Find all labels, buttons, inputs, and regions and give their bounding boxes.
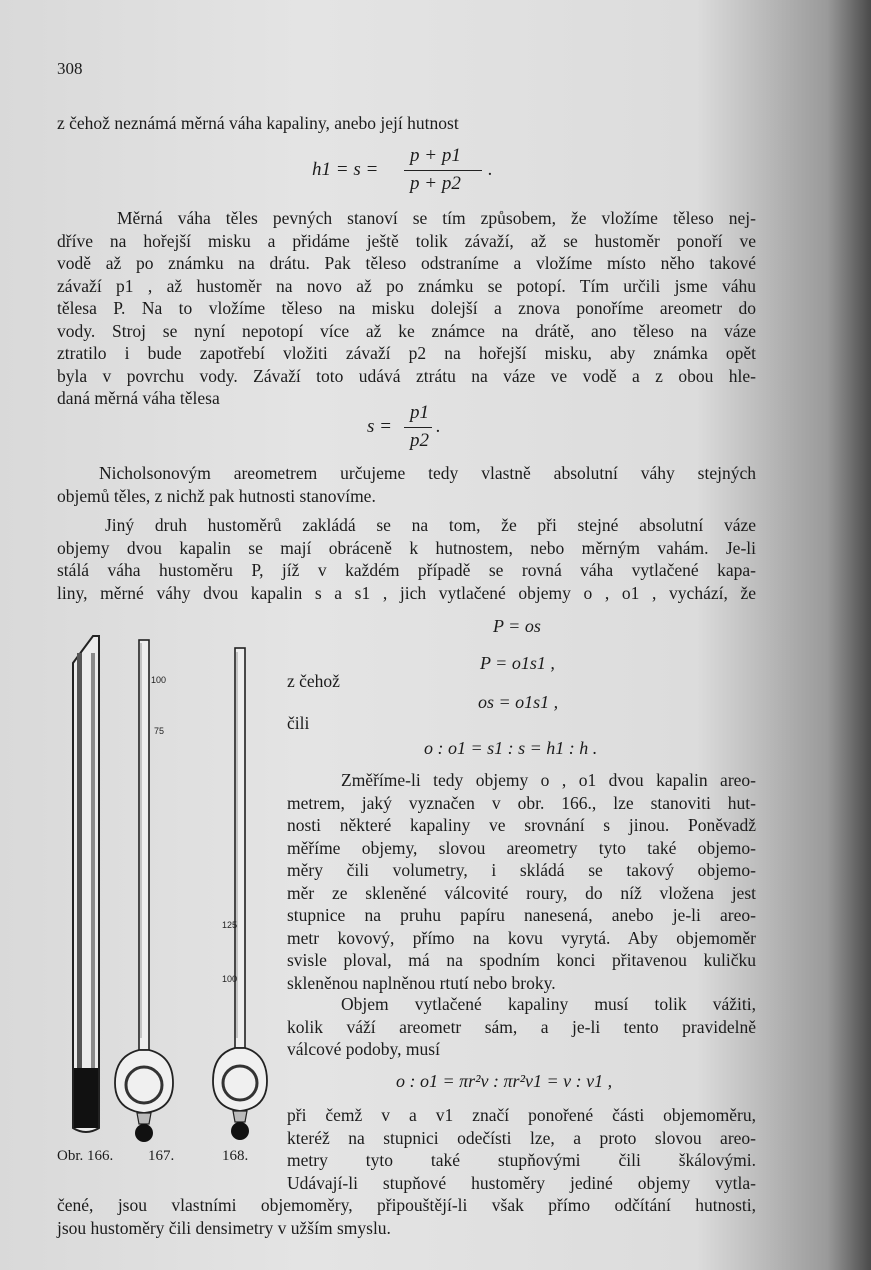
text-line: závaží p1 , až hustoměr na novo až po známku se potopí. Tím určili jsme váhu — [57, 275, 756, 296]
text-line: byla v povrchu vody. Závaží toto udává ztrátu na váze ve vodě a z obou hle- — [57, 365, 756, 386]
text-line: liny, měrné váhy dvou kapalin s a s1 , jich vytlačené objemy o , o1 , vychází, že — [57, 582, 756, 603]
formula2-lhs: s = — [367, 416, 392, 437]
text-line: ztratilo i bude zapotřebí vložiti závaží p2 na hořejší misku, aby známka opět — [57, 343, 756, 363]
formula2-end: . — [436, 416, 441, 437]
text-line: válcové podoby, musí — [287, 1039, 440, 1059]
formula1-numerator: p + p1 — [410, 145, 461, 166]
text-line: Nicholsonovým areometrem určujeme tedy vlastně absolutní váhy stejných — [99, 463, 756, 483]
equation-label-z-cehoz: z čehož — [287, 671, 340, 691]
page-number: 308 — [57, 59, 83, 78]
volumeter-tube-icon — [73, 636, 99, 1132]
figure-hydrometers — [55, 628, 275, 1168]
formula1-end: . — [488, 159, 493, 180]
equation-label-cili: čili — [287, 713, 310, 733]
fraction-bar — [404, 427, 432, 428]
text-line: čené, jsou vlastními objemoměry, připouštějí-li však přímo odčítání hutnosti, — [57, 1195, 756, 1215]
text-line: vodě až po známku na drátu. Pak těleso odstraníme a vložíme místo něho takové — [57, 253, 756, 273]
text-line: kolik váží areometr sám, a je-li tento pravidelně — [287, 1016, 756, 1037]
scale-label: 100 — [151, 675, 167, 685]
text-line: nosti některé kapaliny ve srovnání s jinou. Poněvadž — [287, 815, 756, 835]
paragraph-6-bottom — [57, 1194, 756, 1239]
text-line: při čemž v a v1 značí ponořené části objemoměru, — [287, 1105, 756, 1125]
paragraph-5 — [287, 993, 756, 1061]
paragraph-1 — [57, 207, 756, 410]
caption-166: Obr. 166. — [57, 1148, 114, 1164]
equation-3: os = o1s1 , — [478, 692, 559, 712]
text-line: skleněnou naplněnou rtutí nebo broky. — [287, 972, 556, 993]
text-line: stálá váha hustoměru P, jíž v každém případě se rovná váha vytlačené kapa- — [57, 560, 756, 580]
equation-4: o : o1 = s1 : s = h1 : h . — [424, 738, 598, 758]
paragraph-2 — [57, 462, 756, 507]
formula2-denominator: p2 — [410, 430, 429, 451]
text-line: Změříme-li tedy objemy o , o1 dvou kapalin areo- — [341, 770, 756, 790]
scale-label: 100 — [222, 974, 238, 984]
caption-167: 167. — [148, 1148, 175, 1164]
text-line: tělesa P. Na to vložíme těleso na misku dolejší a znova ponoříme areometr do — [57, 298, 756, 318]
equation-2: P = o1s1 , — [480, 653, 555, 673]
text-line: objemy dvou kapalin se mají obráceně k hutnostem, nebo měrným vahám. Je-li — [57, 537, 756, 558]
text-line: kteréž na stupnici odečísti lze, a proto slovou areo- — [287, 1127, 756, 1148]
text-line: měříme objemy, slovou areometry tyto také objemo- — [287, 837, 756, 858]
text-line: objemů těles, z nichž pak hutnosti stanovíme. — [57, 485, 376, 506]
text-line: daná měrná váha tělesa — [57, 388, 220, 408]
formula1-lhs: h1 = s = — [312, 159, 379, 180]
text-line: stupnice na pruhu papíru nanesená, anebo je-li areo- — [287, 905, 756, 925]
text-line: jsou hustoměry čili densimetry v užším smyslu. — [57, 1217, 391, 1238]
intro-line: z čehož neznámá měrná váha kapaliny, anebo její hutnost — [57, 113, 459, 133]
text-line: metr kovový, přímo na kovu vyrytá. Aby objemoměr — [287, 927, 756, 948]
text-line: metrem, jaký vyznačen v obr. 166., lze stanoviti hut- — [287, 792, 756, 813]
scale-label: 75 — [154, 726, 165, 736]
text-line: metry tyto také stupňovými čili škálovými. — [287, 1150, 756, 1170]
text-line: Udávají-li stupňové hustoměry jediné objemy vytla- — [287, 1172, 756, 1193]
text-line: měr ze skleněné válcovité roury, do níž vložena jest — [287, 882, 756, 903]
fraction-bar — [404, 170, 482, 171]
hydrometer-168-icon — [213, 648, 267, 1140]
hydrometer-167-icon — [115, 640, 173, 1142]
paragraph-4 — [287, 769, 756, 994]
text-line: Měrná váha těles pevných stanoví se tím způsobem, že vložíme těleso nej- — [117, 208, 756, 228]
formula1-denominator: p + p2 — [410, 173, 461, 194]
equation-1: P = os — [493, 616, 541, 636]
caption-168: 168. — [222, 1148, 249, 1164]
text-line: Jiný druh hustoměrů zakládá se na tom, že při stejné absolutní váze — [105, 515, 756, 535]
text-line: měry čili volumetry, i skládá se takový objemo- — [287, 860, 756, 880]
paragraph-6-top — [287, 1104, 756, 1194]
formula-volumes: o : o1 = πr²v : πr²v1 = v : v1 , — [396, 1071, 613, 1091]
formula2-numerator: p1 — [410, 402, 429, 423]
scale-label: 125 — [222, 920, 238, 930]
text-line: vody. Stroj se nyní nepotopí více až ke známce na drátě, ano těleso na váze — [57, 320, 756, 341]
text-line: svisle ploval, má na spodním konci přitavenou kuličku — [287, 950, 756, 970]
paragraph-3 — [57, 514, 756, 604]
text-line: dříve na hořejší misku a přidáme ještě tolik závaží, až se hustoměr ponoří ve — [57, 230, 756, 251]
text-line: Objem vytlačené kapaliny musí tolik vážiti, — [341, 994, 756, 1014]
